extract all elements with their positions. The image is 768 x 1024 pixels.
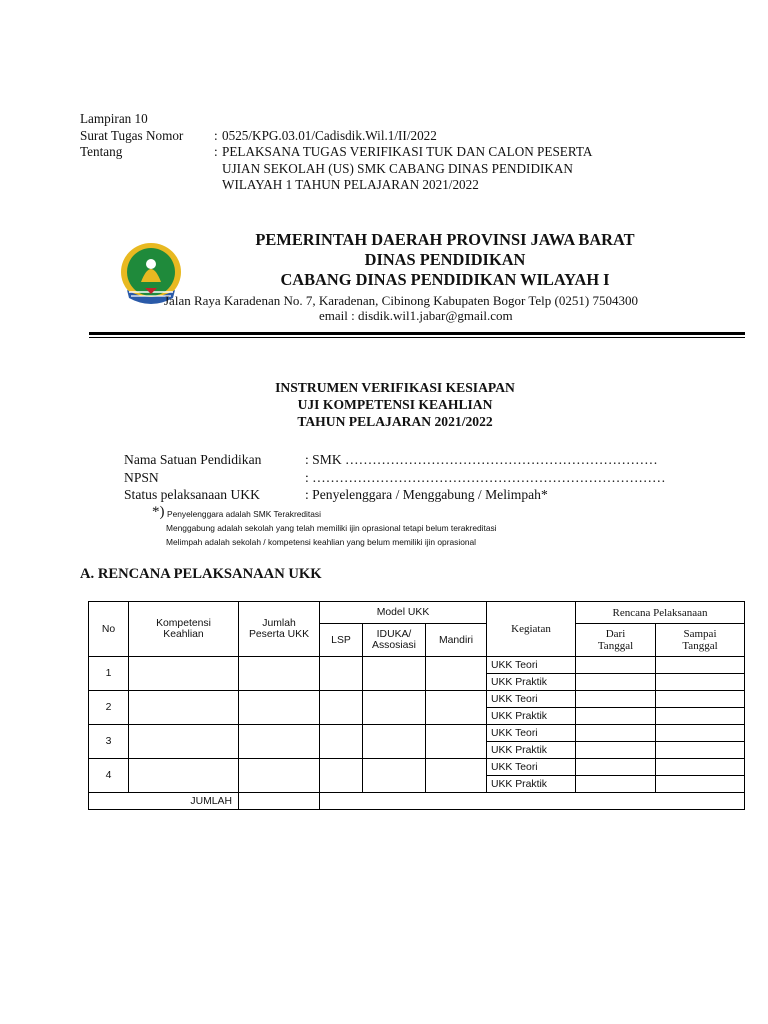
sampai-tanggal-cell[interactable] (656, 742, 745, 759)
surat-tugas-label: Surat Tugas Nomor (80, 127, 184, 143)
header-jumlah-line-1: Jumlah (262, 618, 296, 629)
lampiran-label: Lampiran 10 (80, 111, 148, 126)
row-number: 4 (89, 759, 129, 793)
header-dari-line-2: Tanggal (597, 640, 634, 652)
header-dari-tanggal (576, 624, 656, 657)
dari-tanggal-cell[interactable] (576, 759, 656, 776)
jumlah-cell[interactable] (239, 759, 320, 793)
tentang-colon: : (214, 144, 218, 159)
instrument-title-line-3: TAHUN PELAJARAN 2021/2022 (297, 414, 493, 429)
letterhead-branch: CABANG DINAS PENDIDIKAN WILAYAH I (280, 270, 610, 289)
school-name-label: Nama Satuan Pendidikan (124, 452, 262, 467)
npsn-field: : …………………………………………………………………… (305, 469, 666, 485)
kegiatan-praktik: UKK Praktik (487, 708, 576, 725)
header-iduka-assosiasi (363, 624, 426, 657)
header-kompetensi-line-1: Kompetensi (156, 618, 211, 629)
kegiatan-teori: UKK Teori (487, 657, 576, 674)
surat-tugas-number: 0525/KPG.03.01/Cadisdik.Wil.1/II/2022 (222, 127, 437, 143)
jumlah-cell[interactable] (239, 657, 320, 691)
dari-tanggal-cell[interactable] (576, 725, 656, 742)
kegiatan-teori: UKK Teori (487, 725, 576, 742)
header-dari-line-1: Dari (605, 628, 626, 640)
school-name-field: : SMK …………………………………………………………… (305, 452, 658, 467)
header-sampai-line-2: Tanggal (682, 640, 718, 652)
header-iduka-line-1: IDUKA/ (376, 629, 412, 640)
sampai-tanggal-cell[interactable] (656, 691, 745, 708)
surat-tugas-colon: : (214, 127, 218, 143)
kegiatan-praktik: UKK Praktik (487, 776, 576, 793)
instrument-title-line-2: UJI KOMPETENSI KEAHLIAN (297, 397, 493, 412)
iduka-cell[interactable] (363, 691, 426, 725)
kompetensi-cell[interactable] (129, 657, 239, 691)
tentang-label: Tentang (80, 144, 123, 159)
header-lsp: LSP (320, 624, 363, 657)
lsp-cell[interactable] (320, 725, 363, 759)
jumlah-cell[interactable] (239, 725, 320, 759)
total-row (89, 793, 745, 810)
dari-tanggal-cell[interactable] (576, 708, 656, 725)
header-jumlah-peserta (239, 602, 320, 657)
footnote-penyelenggara: Penyelenggara adalah SMK Terakreditasi (167, 509, 321, 519)
dari-tanggal-cell[interactable] (576, 674, 656, 691)
kegiatan-teori: UKK Teori (487, 691, 576, 708)
attachment-header (80, 111, 642, 194)
letterhead-address: Jalan Raya Karadenan No. 7, Karadenan, Cibinong Kabupaten Bogor Telp (0251) 7504300 (164, 293, 638, 308)
header-kegiatan: Kegiatan (487, 602, 576, 657)
kegiatan-teori: UKK Teori (487, 759, 576, 776)
table-row (89, 657, 745, 674)
kegiatan-praktik: UKK Praktik (487, 674, 576, 691)
table-row (89, 759, 745, 776)
sampai-tanggal-cell[interactable] (656, 759, 745, 776)
kegiatan-praktik: UKK Praktik (487, 742, 576, 759)
iduka-cell[interactable] (363, 657, 426, 691)
header-kompetensi-line-2: Keahlian (163, 629, 204, 640)
dari-tanggal-cell[interactable] (576, 776, 656, 793)
iduka-cell[interactable] (363, 759, 426, 793)
header-sampai-tanggal (656, 624, 745, 657)
sampai-tanggal-cell[interactable] (656, 708, 745, 725)
header-model-ukk: Model UKK (320, 602, 487, 624)
kompetensi-cell[interactable] (129, 691, 239, 725)
section-heading: A. RENCANA PELAKSANAAN UKK (80, 566, 322, 582)
total-label: JUMLAH (89, 793, 239, 810)
instrument-title-line-1: INSTRUMEN VERIFIKASI KESIAPAN (275, 380, 515, 395)
lsp-cell[interactable] (320, 691, 363, 725)
header-kompetensi-keahlian (129, 602, 239, 657)
tentang-line-1: PELAKSANA TUGAS VERIFIKASI TUK DAN CALON PESERTA (222, 144, 593, 159)
letterhead-department: DINAS PENDIDIKAN (364, 250, 526, 269)
total-empty-cell (320, 793, 745, 810)
sampai-tanggal-cell[interactable] (656, 776, 745, 793)
school-identity-fields (124, 451, 666, 504)
mandiri-cell[interactable] (426, 725, 487, 759)
letterhead-government: PEMERINTAH DAERAH PROVINSI JAWA BARAT (255, 230, 635, 249)
table-row (89, 725, 745, 742)
footnote-marker: *) (152, 504, 165, 520)
ukk-plan-table (88, 601, 745, 810)
header-no: No (89, 602, 129, 657)
row-number: 2 (89, 691, 129, 725)
letterhead-divider-thin (89, 337, 745, 338)
kompetensi-cell[interactable] (129, 759, 239, 793)
row-number: 1 (89, 657, 129, 691)
lsp-cell[interactable] (320, 657, 363, 691)
header-jumlah-line-2: Peserta UKK (248, 629, 310, 640)
mandiri-cell[interactable] (426, 657, 487, 691)
iduka-cell[interactable] (363, 725, 426, 759)
ukk-status-field: : Penyelenggara / Menggabung / Melimpah* (305, 487, 548, 502)
sampai-tanggal-cell[interactable] (656, 657, 745, 674)
tentang-line-2: UJIAN SEKOLAH (US) SMK CABANG DINAS PENDIDIKAN (222, 160, 573, 176)
sampai-tanggal-cell[interactable] (656, 725, 745, 742)
table-row (89, 691, 745, 708)
sampai-tanggal-cell[interactable] (656, 674, 745, 691)
kompetensi-cell[interactable] (129, 725, 239, 759)
jumlah-cell[interactable] (239, 691, 320, 725)
header-iduka-line-2: Assosiasi (372, 640, 416, 651)
footnote-melimpah: Melimpah adalah sekolah / kompetensi keahlian yang belum memiliki ijin oprasional (166, 537, 477, 547)
header-rencana-pelaksanaan: Rencana Pelaksanaan (576, 602, 745, 624)
mandiri-cell[interactable] (426, 691, 487, 725)
footnote-menggabung: Menggabung adalah sekolah yang telah memiliki ijin oprasional tetapi belum terakreditasi (166, 523, 497, 533)
letterhead-email: email : disdik.wil1.jabar@gmail.com (319, 308, 513, 323)
mandiri-cell[interactable] (426, 759, 487, 793)
ukk-status-label: Status pelaksanaan UKK (124, 487, 260, 502)
header-mandiri: Mandiri (426, 624, 487, 657)
dari-tanggal-cell[interactable] (576, 742, 656, 759)
lsp-cell[interactable] (320, 759, 363, 793)
tentang-line-3: WILAYAH 1 TAHUN PELAJARAN 2021/2022 (222, 177, 479, 192)
npsn-label: NPSN (124, 469, 159, 485)
header-sampai-line-1: Sampai (683, 628, 717, 640)
letterhead-divider-thick (89, 332, 745, 335)
dari-tanggal-cell[interactable] (576, 657, 656, 674)
total-jumlah-cell[interactable] (239, 793, 320, 810)
row-number: 3 (89, 725, 129, 759)
dari-tanggal-cell[interactable] (576, 691, 656, 708)
